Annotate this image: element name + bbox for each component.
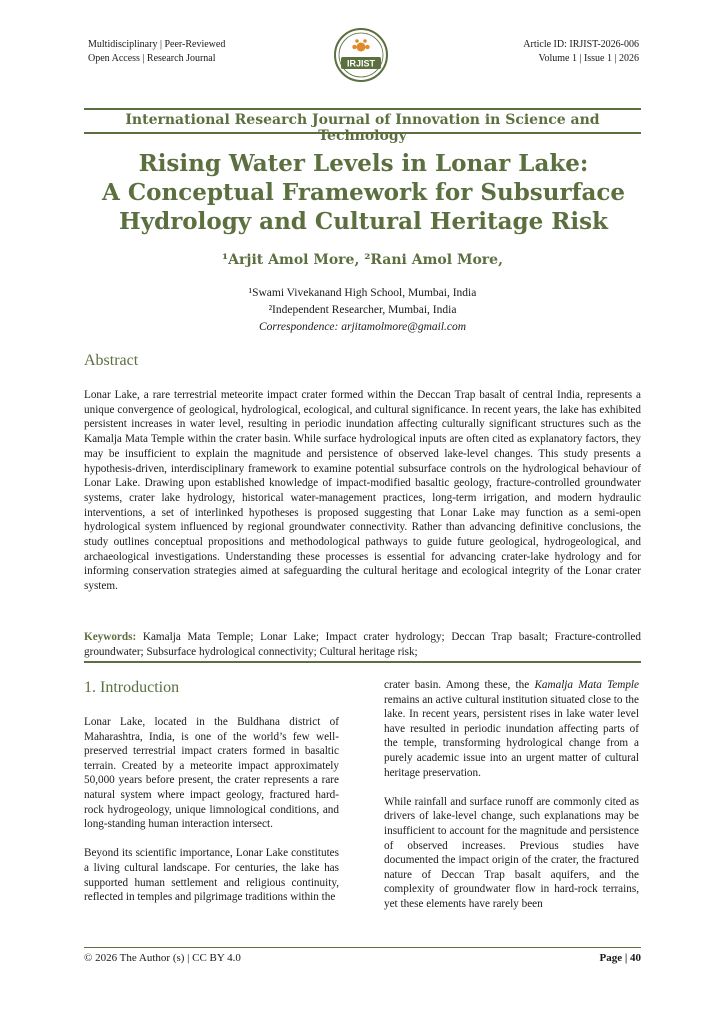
intro-right-column bbox=[384, 678, 639, 926]
footer-divider bbox=[84, 947, 641, 948]
volume-issue: Volume 1 | Issue 1 | 2026 bbox=[538, 53, 639, 64]
temple-name: Kamalja Mata Temple bbox=[534, 679, 640, 691]
intro-paragraph-2: Beyond its scientific importance, Lonar Lake constitutes a living cultural landscape. For centuries, the lake has supported human settlement and religious continuity, reflected in temples and pilgrimage traditions within the bbox=[84, 847, 339, 904]
p3-end: remains an active cultural institution situated close to the lake. In recent years, persistent rises in lake water level have resulted in periodic inundation affecting parts of the temple, transforming hydrological change from a purely academic issue into an urgent matter of cultural heritage preservation. bbox=[384, 693, 639, 779]
intro-paragraph-4: While rainfall and surface runoff are commonly cited as drivers of lake-level change, such explanations may be insufficient to account for the magnitude and persistence of observed increases. Previous studies have documented the impact origin of the crater, the fractured nature of Deccan Trap basalt aquifers, and the complexity of groundwater flow in hard-rock terrains, yet these elements have rarely been bbox=[384, 795, 639, 910]
header-right bbox=[523, 38, 639, 66]
keywords bbox=[84, 630, 641, 659]
correspondence: Correspondence: arjitamolmore@gmail.com bbox=[258, 321, 467, 333]
journal-name: International Research Journal of Innovation in Science and Technology bbox=[125, 112, 600, 144]
header-left-line1: Multidisciplinary | Peer-Reviewed bbox=[88, 39, 226, 50]
abstract-text: Lonar Lake, a rare terrestrial meteorite impact crater formed within the Deccan Trap basalt of central India, represents a unique convergence of geological, hydrological, ecological, and cultural significance. In recent years, the lake has exhibited persistent increases in water level, resulting in periodic inundation affecting culturally significant structures such as the Kamalja Mata Temple within the crater basin. While surface hydrological inputs are often cited as explanatory factors, they may be insufficient to explain the magnitude and persistence of observed lake-level changes. This study presents a hypothesis-driven, interdisciplinary framework to examine potential subsurface controls on the hydrological behaviour of Lonar Lake. Drawing upon established knowledge of impact-modified basaltic geology, fracture-controlled groundwater systems, crater lake hydrology, historical water-management practices, long-term irrigation, and modern hydraulic interventions, a set of interlinked hypotheses is proposed suggesting that Lonar Lake may function as a semi-open hydrological system influenced by regional groundwater connectivity. Rather than advancing definitive conclusions, the study outlines conceptual propositions and methodological pathways to guide future geological, hydrogeological, and archaeological investigations. Understanding these processes is essential for advancing crater-lake hydrology and for informing conservation strategies aimed at safeguarding the cultural heritage and ecological integrity of the Lonar crater system. bbox=[84, 389, 641, 593]
header-left bbox=[88, 38, 225, 66]
abstract-heading: Abstract bbox=[84, 352, 139, 369]
affiliation-2: ²Independent Researcher, Mumbai, India bbox=[268, 304, 457, 316]
title-line-3: Hydrology and Cultural Heritage Risk bbox=[119, 208, 608, 235]
footer-license: © 2026 The Author (s) | CC BY 4.0 bbox=[84, 952, 241, 964]
paper-title bbox=[60, 149, 667, 236]
p3-start: crater basin. Among these, the bbox=[384, 679, 535, 691]
header-divider-top bbox=[84, 108, 641, 110]
title-line-1: Rising Water Levels in Lonar Lake: bbox=[138, 150, 589, 177]
article-id: Article ID: IRJIST-2026-006 bbox=[523, 39, 639, 50]
intro-paragraph-1: Lonar Lake, located in the Buldhana district of Maharashtra, India, is one of the world’s few well-preserved terrestrial impact craters formed in basaltic terrain. Created by a meteorite impact approximately 50,000 years before present, the crater represents a rare natural system where impact geology, fractured hard-rock hydrogeology, unique limnological conditions, and long-standing human interaction intersect. bbox=[84, 716, 339, 831]
header-divider-bottom bbox=[84, 132, 641, 134]
intro-paragraph-3 bbox=[384, 678, 639, 780]
journal-logo bbox=[333, 27, 389, 83]
intro-left-column bbox=[84, 715, 339, 919]
header-left-line2: Open Access | Research Journal bbox=[88, 53, 216, 64]
page-number: Page | 40 bbox=[599, 952, 641, 964]
logo-text: IRJIST bbox=[346, 58, 376, 69]
keywords-text: Kamalja Mata Temple; Lonar Lake; Impact crater hydrology; Deccan Trap basalt; Fracture-controlled groundwater; Subsurface hydrological connectivity; Cultural heritage risk; bbox=[84, 631, 641, 658]
keywords-divider bbox=[84, 661, 641, 663]
affiliation-1: ¹Swami Vivekanand High School, Mumbai, India bbox=[248, 287, 477, 299]
authors: ¹Arjit Amol More, ²Rani Amol More, bbox=[222, 252, 503, 268]
title-line-2: A Conceptual Framework for Subsurface bbox=[101, 179, 626, 206]
introduction-heading: 1. Introduction bbox=[84, 679, 180, 696]
keywords-label: Keywords: bbox=[84, 631, 137, 643]
